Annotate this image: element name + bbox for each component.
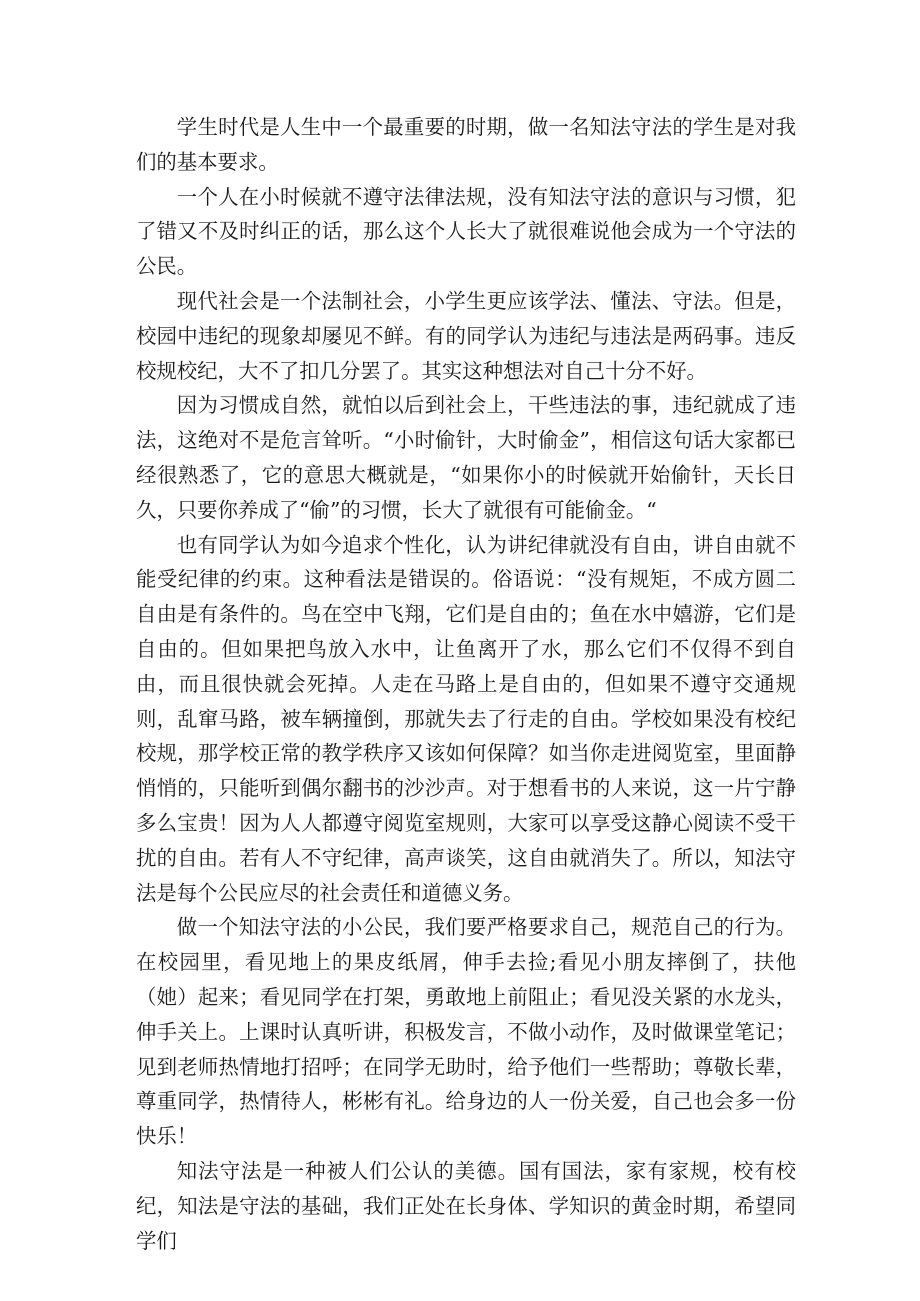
document-body <box>136 110 796 1258</box>
paragraph: 知法守法是一种被人们公认的美德。国有国法，家有家规，校有校纪，知法是守法的基础，我们正处在长身体、学知识的黄金时期，希望同学们 <box>136 1158 796 1253</box>
paragraph: 也有同学认为如今追求个性化，认为讲纪律就没有自由，讲自由就不能受纪律的约束。这种看法是错误的。俗语说：“没有规矩，不成方圆二自由是有条件的。鸟在空中飞翔，它们是自由的；鱼在水中嬉游，它们是自由的。但如果把鸟放入水中，让鱼离开了水，那么它们不仅得不到自由，而且很快就会死掉。人走在马路上是自由的，但如果不遵守交通规则，乱窜马路，被车辆撞倒，那就失去了行走的自由。学校如果没有校纪校规，那学校正常的教学秩序又该如何保障？如当你走进阅览室，里面静悄悄的，只能听到偶尔翻书的沙沙声。对于想看书的人来说，这一片宁静多么宝贵！因为人人都遵守阅览室规则，大家可以享受这静心阅读不受干扰的自由。若有人不守纪律，高声谈笑，这自由就消失了。所以，知法守法是每个公民应尽的社会责任和道德义务。 <box>136 532 796 905</box>
paragraph: 现代社会是一个法制社会，小学生更应该学法、懂法、守法。但是，校园中违纪的现象却屡见不鲜。有的同学认为违纪与违法是两码事。违反校规校纪，大不了扣几分罢了。其实这种想法对自己十分不好。 <box>136 288 796 383</box>
paragraph: 因为习惯成自然，就怕以后到社会上，干些违法的事，违纪就成了违法，这绝对不是危言耸听。“小时偷针，大时偷金”，相信这句话大家都已经很熟悉了，它的意思大概就是，“如果你小的时候就开始偷针，天长日久，只要你养成了“偷”的习惯，长大了就很有可能偷金。“ <box>136 393 796 522</box>
paragraph: 一个人在小时候就不遵守法律法规，没有知法守法的意识与习惯，犯了错又不及时纠正的话，那么这个人长大了就很难说他会成为一个守法的公民。 <box>136 184 796 279</box>
paragraph: 做一个知法守法的小公民，我们要严格要求自己，规范自己的行为。在校园里，看见地上的果皮纸屑，伸手去捡;看见小朋友摔倒了，扶他（她）起来；看见同学在打架，勇敢地上前阻止；看见没关紧的水龙头，伸手关上。上课时认真听讲，积极发言，不做小动作，及时做课堂笔记；见到老师热情地打招呼；在同学无助时，给予他们一些帮助；尊敬长辈，尊重同学，热情待人，彬彬有礼。给身边的人一份关爱，自己也会多一份快乐！ <box>136 915 796 1149</box>
paragraph: 学生时代是人生中一个最重要的时期，做一名知法守法的学生是对我们的基本要求。 <box>136 115 796 174</box>
